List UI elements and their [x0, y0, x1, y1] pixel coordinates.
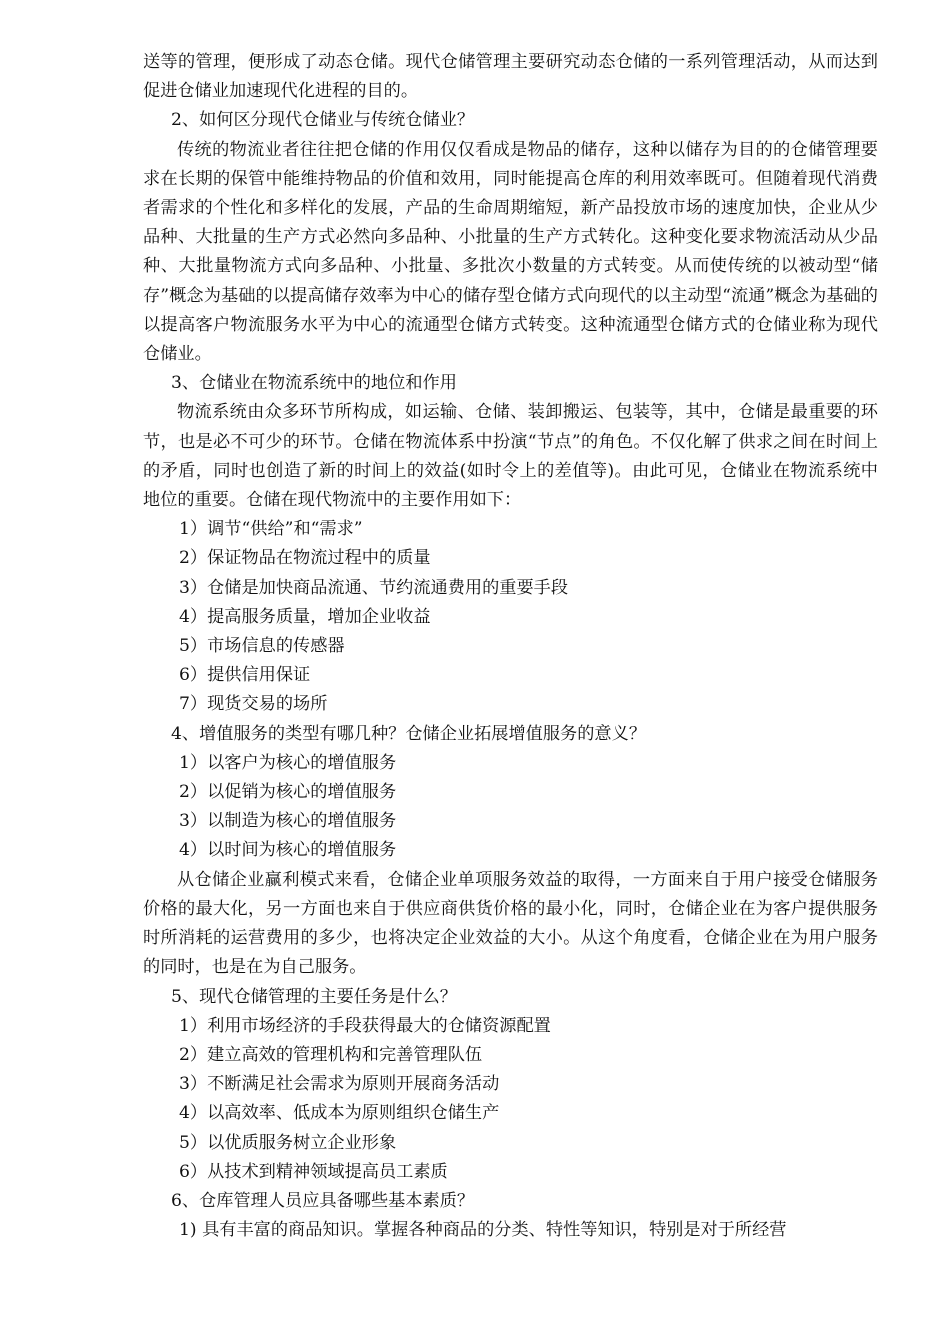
list-item: 1）调节“供给”和“需求”	[179, 519, 363, 540]
body-paragraph: 传统的物流业者往往把仓储的作用仅仅看成是物品的储存，这种以储存为目的的仓储管理要求在长期的保管中能维持物品的价值和效用，同时能提高仓库的利用效率既可。但随着现代消费者需求的个性化和多样化的发展，产品的生命周期缩短，新产品投放市场的速度加快，企业从少品种、大批量的生产方式必然向多品种、小批量的生产方式转化。这种变化要求物流活动从少品种、大批量物流方式向多品种、小批量、多批次小数量的方式转变。从而使传统的以被动型“储存”概念为基础的以提高储存效率为中心的储存型仓储方式向现代的以主动型“流通”概念为基础的以提高客户物流服务水平为中心的流通型仓储方式转变。这种流通型仓储方式的仓储业称为现代仓储业。	[143, 139, 878, 365]
list-item: 4）以高效率、低成本为原则组织仓储生产	[179, 1103, 500, 1124]
body-paragraph: 送等的管理，便形成了动态仓储。现代仓储管理主要研究动态仓储的一系列管理活动，从而达到促进仓储业加速现代化进程的目的。	[143, 52, 878, 102]
section-heading: 2、如何区分现代仓储业与传统仓储业？	[171, 110, 475, 131]
list-item: 2）建立高效的管理机构和完善管理队伍	[179, 1044, 483, 1065]
list-item: 2）保证物品在物流过程中的质量	[179, 548, 431, 569]
list-item: 3）仓储是加快商品流通、节约流通费用的重要手段	[179, 577, 569, 598]
list-item: 5）以优质服务树立企业形象	[179, 1132, 397, 1153]
list-item: 4）以时间为核心的增值服务	[179, 840, 397, 861]
list-item: 1) 具有丰富的商品知识。掌握各种商品的分类、特性等知识，特别是对于所经营	[179, 1220, 787, 1241]
list-item: 1）以客户为核心的增值服务	[179, 752, 397, 773]
list-item: 1）利用市场经济的手段获得最大的仓储资源配置	[179, 1015, 551, 1036]
section-heading: 6、仓库管理人员应具备哪些基本素质？	[171, 1190, 475, 1211]
list-item: 5）市场信息的传感器	[179, 636, 345, 657]
section-heading: 4、增值服务的类型有哪几种？仓储企业拓展增值服务的意义？	[171, 723, 647, 744]
document-page	[143, 48, 878, 1245]
list-item: 6）提供信用保证	[179, 665, 311, 686]
list-item: 7）现货交易的场所	[179, 694, 328, 715]
list-item: 2）以促销为核心的增值服务	[179, 782, 397, 803]
list-item: 4）提高服务质量，增加企业收益	[179, 606, 431, 627]
list-item: 3）不断满足社会需求为原则开展商务活动	[179, 1074, 500, 1095]
section-heading: 5、现代仓储管理的主要任务是什么？	[171, 986, 457, 1007]
section-heading: 3、仓储业在物流系统中的地位和作用	[171, 373, 457, 394]
list-item: 6）从技术到精神领域提高员工素质	[179, 1161, 448, 1182]
body-paragraph: 从仓储企业赢利模式来看，仓储企业单项服务效益的取得，一方面来自于用户接受仓储服务价格的最大化，另一方面也来自于供应商供货价格的最小化，同时，仓储企业在为客户提供服务时所消耗的运营费用的多少，也将决定企业效益的大小。从这个角度看，仓储企业在为用户服务的同时，也是在为自己服务。	[143, 869, 878, 978]
body-paragraph: 物流系统由众多环节所构成，如运输、仓储、装卸搬运、包装等，其中，仓储是最重要的环节，也是必不可少的环节。仓储在物流体系中扮演“节点”的角色。不仅化解了供求之间在时间上的矛盾，同时也创造了新的时间上的效益(如时令上的差值等)。由此可见，仓储业在物流系统中地位的重要。仓储在现代物流中的主要作用如下：	[143, 402, 878, 511]
list-item: 3）以制造为核心的增值服务	[179, 811, 397, 832]
